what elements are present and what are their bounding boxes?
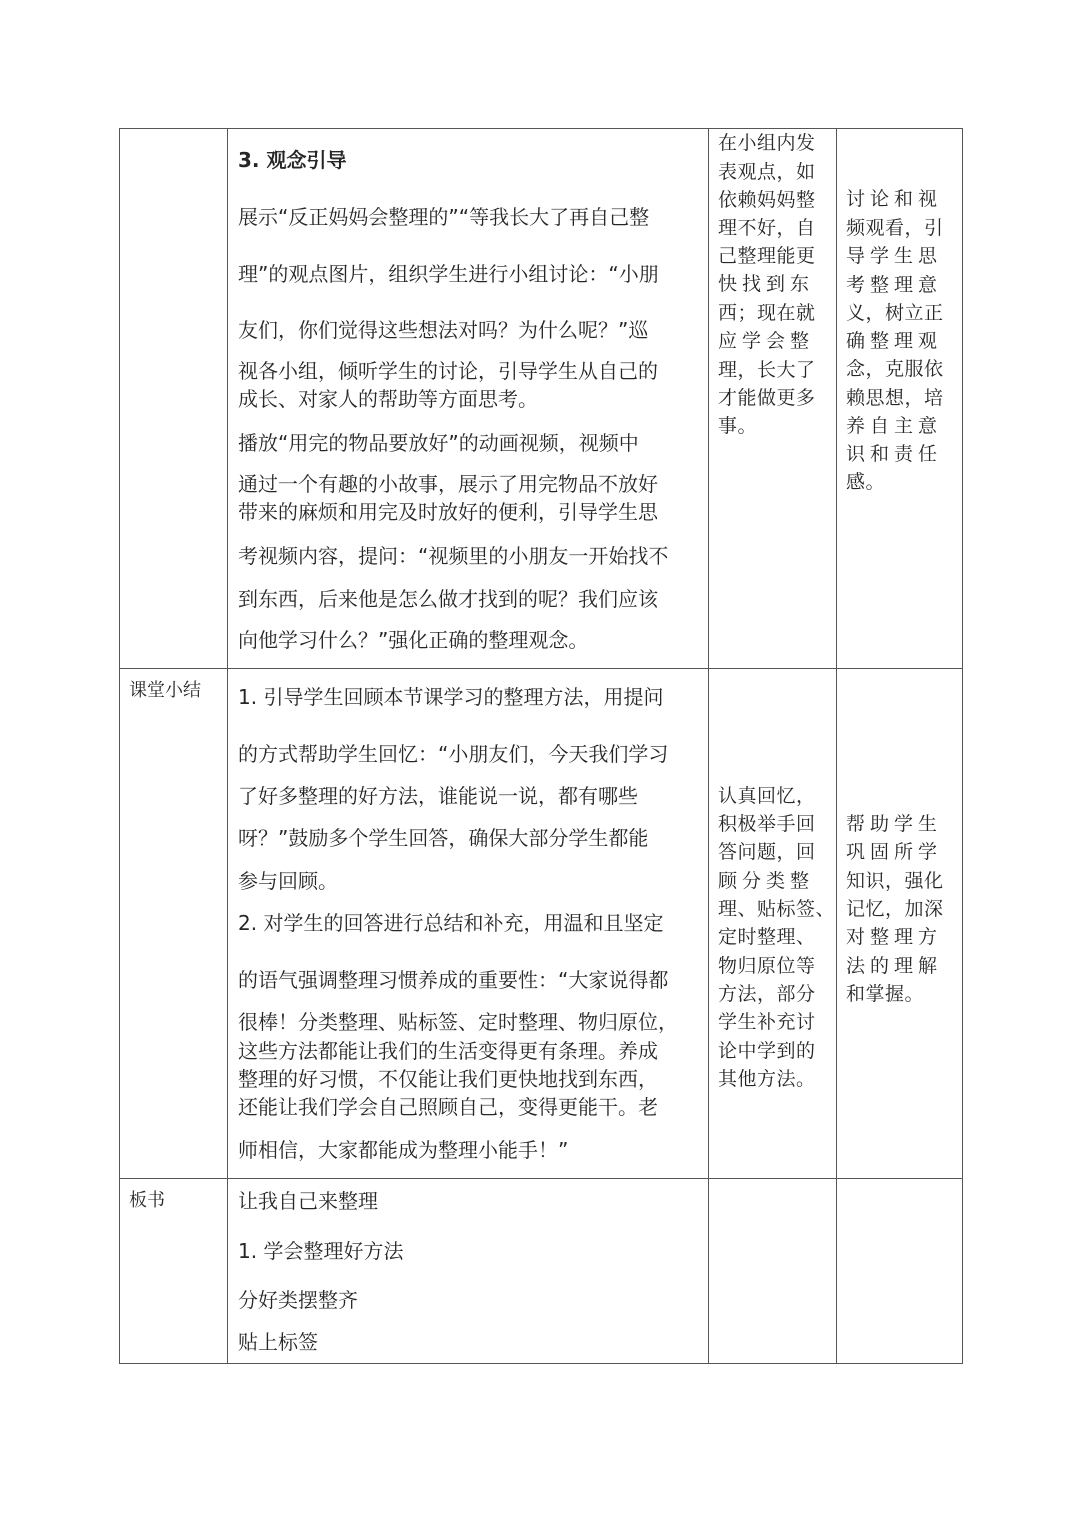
student-line: 物归原位等 <box>718 955 816 977</box>
content-line: 这些方法都能让我们的生活变得更有条理。养成 <box>238 1039 658 1063</box>
purpose-line: 确整理观 <box>846 330 943 352</box>
student-line: 表观点，如 <box>718 161 816 183</box>
content-line: 贴上标签 <box>238 1330 318 1354</box>
purpose-line: 养自主意 <box>846 415 943 437</box>
content-line: 还能让我们学会自己照顾自己，变得更能干。老 <box>238 1095 658 1119</box>
content-line: 的方式帮助学生回忆：“小朋友们，今天我们学习 <box>238 742 669 766</box>
purpose-line: 对整理方 <box>846 926 943 948</box>
student-line: 方法，部分 <box>718 983 816 1005</box>
student-line: 西；现在就 <box>718 302 816 324</box>
content-line: 向他学习什么？”强化正确的整理观念。 <box>238 628 589 652</box>
student-line: 快找到东 <box>718 273 815 295</box>
student-line: 应学会整 <box>718 330 815 352</box>
content-line: 2. 对学生的回答进行总结和补充，用温和且坚定 <box>238 911 664 935</box>
purpose-line: 赖思想，培 <box>846 387 944 409</box>
purpose-line: 念，克服依 <box>846 358 944 380</box>
row-label: 课堂小结 <box>129 680 201 701</box>
student-line: 积极举手回 <box>718 813 816 835</box>
column-divider <box>708 129 709 1363</box>
student-line: 理、贴标签、 <box>718 898 836 920</box>
content-line: 很棒！分类整理、贴标签、定时整理、物归原位， <box>238 1010 678 1034</box>
purpose-line: 记忆，加深 <box>846 898 944 920</box>
student-line: 其他方法。 <box>718 1068 816 1090</box>
content-line: 了好多整理的好方法，谁能说一说，都有哪些 <box>238 784 638 808</box>
student-line: 己整理能更 <box>718 245 816 267</box>
student-line: 才能做更多 <box>718 387 816 409</box>
student-line: 事。 <box>718 415 758 437</box>
content-line: 1. 学会整理好方法 <box>238 1239 404 1263</box>
content-line: 分好类摆整齐 <box>238 1288 358 1312</box>
content-line: 成长、对家人的帮助等方面思考。 <box>238 387 538 411</box>
content-line: 友们，你们觉得这些想法对吗？为什么呢？”巡 <box>238 318 649 342</box>
student-line: 论中学到的 <box>718 1040 816 1062</box>
content-line: 通过一个有趣的小故事，展示了用完物品不放好 <box>238 472 658 496</box>
purpose-line: 义，树立正 <box>846 302 944 324</box>
content-line: 参与回顾。 <box>238 869 338 893</box>
content-line: 整理的好习惯，不仅能让我们更快地找到东西， <box>238 1067 658 1091</box>
student-line: 理，长大了 <box>718 359 816 381</box>
content-line: 播放“用完的物品要放好”的动画视频，视频中 <box>238 431 639 455</box>
student-line: 定时整理、 <box>718 926 816 948</box>
purpose-line: 法的理解 <box>846 955 943 977</box>
purpose-line: 考整理意 <box>846 274 943 296</box>
column-divider <box>227 129 228 1363</box>
student-line: 学生补充讨 <box>718 1011 816 1033</box>
content-line: 理”的观点图片，组织学生进行小组讨论：“小朋 <box>238 262 659 286</box>
content-line: 呀？”鼓励多个学生回答，确保大部分学生都能 <box>238 826 649 850</box>
purpose-line: 识和责任 <box>846 443 943 465</box>
content-line: 1. 引导学生回顾本节课学习的整理方法，用提问 <box>238 685 664 709</box>
content-line: 让我自己来整理 <box>238 1189 378 1213</box>
content-line: 展示“反正妈妈会整理的”“等我长大了再自己整 <box>238 205 650 229</box>
purpose-line: 知识，强化 <box>846 870 944 892</box>
student-line: 认真回忆， <box>718 785 816 807</box>
purpose-line: 帮助学生 <box>846 813 943 835</box>
student-line: 答问题，回 <box>718 841 816 863</box>
purpose-line: 和掌握。 <box>846 983 925 1005</box>
purpose-line: 频观看，引 <box>846 217 944 239</box>
student-line: 顾分类整 <box>718 870 815 892</box>
purpose-line: 巩固所学 <box>846 841 943 863</box>
section-heading: 3. 观念引导 <box>238 148 347 172</box>
content-line: 考视频内容，提问：“视频里的小朋友一开始找不 <box>238 544 669 568</box>
content-line: 视各小组，倾听学生的讨论，引导学生从自己的 <box>238 359 658 383</box>
purpose-line: 导学生思 <box>846 245 943 267</box>
student-line: 理不好，自 <box>718 217 816 239</box>
row-label: 板书 <box>129 1190 165 1211</box>
student-line: 依赖妈妈整 <box>718 189 816 211</box>
content-line: 到东西，后来他是怎么做才找到的呢？我们应该 <box>238 587 658 611</box>
purpose-line: 感。 <box>846 471 886 493</box>
content-line: 带来的麻烦和用完及时放好的便利，引导学生思 <box>238 500 658 524</box>
content-line: 的语气强调整理习惯养成的重要性：“大家说得都 <box>238 968 669 992</box>
content-line: 师相信，大家都能成为整理小能手！” <box>238 1138 569 1162</box>
student-line: 在小组内发 <box>718 132 816 154</box>
purpose-line: 讨论和视 <box>846 188 943 210</box>
column-divider <box>836 129 837 1363</box>
